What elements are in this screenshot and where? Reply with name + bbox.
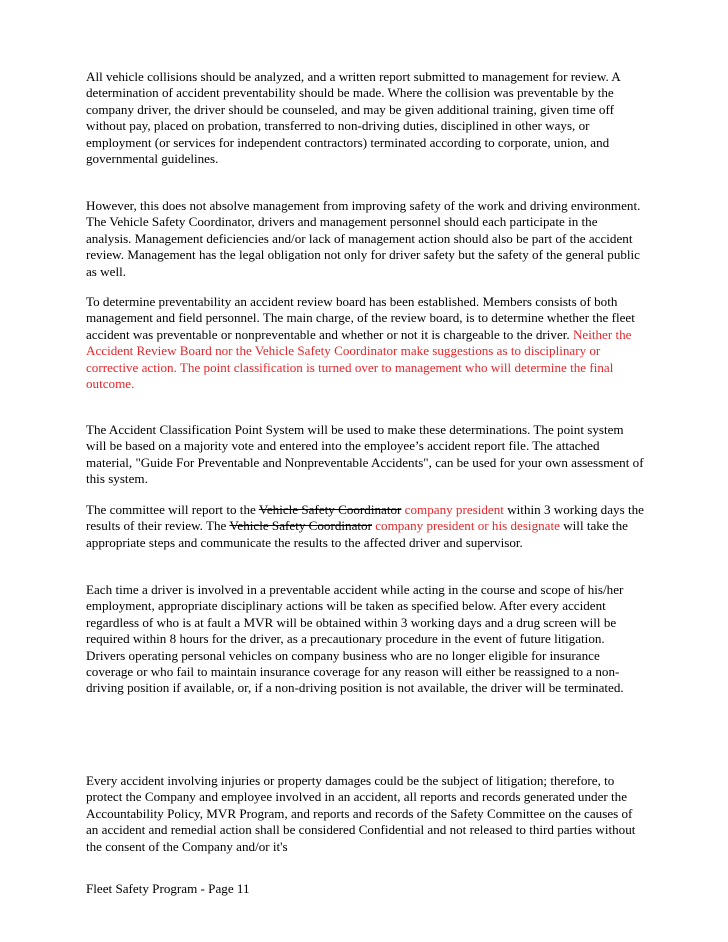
paragraph-management-responsibility: However, this does not absolve management from improving safety of the work and driving environment. The Vehicle Safety Coordinator, drivers and management personnel should each participate in the analysis. Management deficiencies and/or lack of management action should also be part of the accident review. Management has the legal obligation not only for driver safety but the safety of the general public as well. <box>86 198 641 279</box>
committee-text-3: will take the appropriate steps and communicate the results to the affected driver and supervisor. <box>86 518 628 550</box>
struck-coordinator-2: Vehicle Safety Coordinator <box>229 518 372 534</box>
committee-text-2: within 3 working days the results of their review. The <box>86 502 644 534</box>
paragraph-committee-report <box>86 502 646 551</box>
committee-text-1: The committee will report to the <box>86 502 259 517</box>
struck-coordinator-1: Vehicle Safety Coordinator <box>258 502 402 517</box>
revision-company-president: company president <box>401 502 504 517</box>
revision-president-or-designate: company president or his designate <box>371 518 560 534</box>
paragraph-collision-analysis: All vehicle collisions should be analyzed, and a written report submitted to management for review. A determination of accident preventability should be made. Where the collision was preventable by the company driver, the driver should be counseled, and may be given additional training, given time off without pay, placed on probation, transferred to non-driving duties, disciplined in other ways, or employment (or services for independent contractors) terminated according to corporate, union, and governmental guidelines. <box>86 69 621 167</box>
paragraph-litigation-confidentiality: Every accident involving injuries or property damages could be the subject of litigation; therefore, to protect the Company and employee involved in an accident, all reports and records generated under the Accountability Policy, MVR Program, and reports and records of the Safety Committee on the causes of an accident and remedial action shall be considered Confidential and not released to third parties without the consent of the Company and/or it's <box>86 773 636 854</box>
page-footer: Fleet Safety Program - Page 11 <box>86 881 250 896</box>
review-board-text: To determine preventability an accident review board has been established. Members consists of both management and field personnel. The main charge, of the review board, is to determine whether the fleet accident was preventable or nonpreventable and whether or not it is chargeable to the driver. <box>86 294 635 342</box>
paragraph-disciplinary-actions: Each time a driver is involved in a preventable accident while acting in the course and scope of his/her employment, appropriate disciplinary actions will be taken as specified below. After every accident regardless of who is at fault a MVR will be obtained within 3 working days and a drug screen will be required within 8 hours for the driver, as a precautionary procedure in the event of future litigation. Drivers operating personal vehicles on company business who are no longer eligible for insurance coverage or who fail to maintain insurance coverage for any reason will either be reassigned to a non-driving position if available, or, if a non-driving position is not available, the driver will be terminated. <box>86 582 624 696</box>
review-board-revision-text: Neither the Accident Review Board nor the Vehicle Safety Coordinator make suggestions as to disciplinary or corrective action. The point classification is turned over to management who will determine the final outcome. <box>86 326 632 392</box>
paragraph-review-board <box>86 294 646 392</box>
paragraph-point-system: The Accident Classification Point System will be used to make these determinations. The point system will be based on a majority vote and entered into the employee’s accident report file. The attached material, "Guide For Preventable and Nonpreventable Accidents", can be used for your own assessment of this system. <box>86 422 644 487</box>
